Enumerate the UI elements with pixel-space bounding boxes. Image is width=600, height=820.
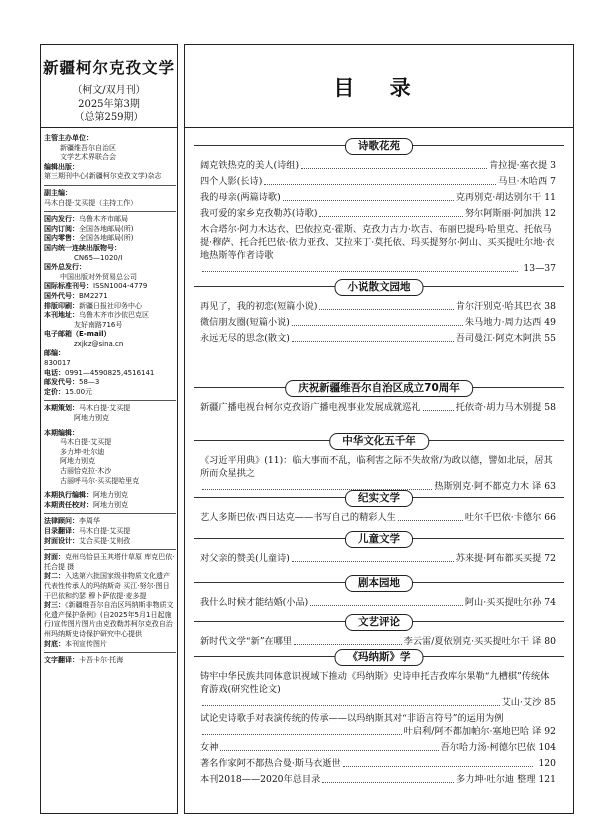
entry-line: [200, 316, 556, 329]
toc-entry[interactable]: [200, 454, 556, 493]
colophon-mailno: 邮发代号：58—3: [44, 378, 100, 387]
entry-title: 永远无尽的思念(散文): [200, 333, 290, 344]
section-label: 文艺评论: [345, 614, 413, 631]
colophon-deputy-label: 副主编：: [44, 188, 72, 197]
entry-page: 120: [538, 758, 556, 769]
dot-leader: [220, 750, 438, 751]
section-label: 《玛纳斯》学: [335, 649, 424, 666]
divider: [44, 513, 176, 514]
entry-page: 3: [550, 160, 556, 171]
dot-leader: [343, 766, 534, 767]
dot-leader: [398, 520, 463, 521]
colophon-design: 封面设计：艾合买提·艾则孜: [44, 536, 131, 545]
dot-leader: [202, 734, 402, 735]
colophon-abroad-label: 国外总发行：: [44, 263, 86, 272]
entry-page: 63: [544, 481, 556, 492]
entry-title: 《习近平用典》(11)：临大事而不乱，临利害之际不失故常/为政以德，譬如北辰，居其所而众星拱之: [200, 455, 553, 479]
entry-page: 92: [544, 726, 556, 737]
divider: [44, 549, 176, 550]
entry-note: 译: [532, 636, 542, 647]
toc-entry[interactable]: [200, 670, 556, 709]
entry-line: [200, 552, 556, 565]
entry-title: 微信朋友圈(短篇小说): [200, 317, 290, 328]
entry-page: 12: [544, 208, 556, 219]
entry-title: 我可爱的家乡克孜勒苏(诗歌): [200, 208, 318, 219]
section-header: [184, 489, 574, 507]
entry-author: 马旦·木哈西: [498, 176, 548, 187]
entry-line: [200, 159, 556, 172]
entry-title: 再见了，我的初恋(短篇小说): [200, 301, 318, 312]
toc-entry[interactable]: [200, 511, 556, 524]
entry-line: [200, 262, 556, 275]
colophon-staff-3: 阿地力别克: [60, 457, 95, 466]
dot-leader: [301, 168, 487, 169]
issue-number: 2025年第3期: [78, 98, 140, 110]
colophon-abroad: 中国出版对外贸易总公司: [60, 272, 137, 281]
section-label: 中华文化五千年: [329, 433, 429, 450]
entry-page: 74: [544, 597, 556, 608]
entry-title: 本刊2018——2020年总目录: [200, 774, 321, 785]
colophon-email: 电子邮箱（E-mail）: [44, 330, 111, 339]
divider: [44, 400, 176, 401]
entry-page: 72: [544, 553, 556, 564]
dot-leader: [423, 410, 454, 411]
entry-page: 80: [544, 636, 556, 647]
section-header: [184, 278, 574, 296]
dot-leader: [319, 216, 462, 217]
entry-title: 试论史诗歌手对表演传统的传承——以玛纳斯其对“非语言符号”的运用为例: [200, 713, 504, 724]
entry-page: 7: [550, 176, 556, 187]
entry-page: 121: [538, 774, 556, 785]
dot-leader: [202, 705, 500, 706]
entry-page: 85: [544, 697, 556, 708]
dot-leader: [310, 605, 463, 606]
toc-entry[interactable]: [200, 316, 556, 329]
divider: [44, 652, 176, 653]
section-header: [184, 613, 574, 631]
colophon-dist: 国内发行：乌鲁木齐市邮局: [44, 215, 128, 224]
colophon-plan-2: 阿地力别克: [74, 414, 109, 423]
entry-page: 104: [538, 742, 556, 753]
entry-line: [200, 207, 556, 220]
entry-title: 阔克铁热克的美人(诗组): [200, 160, 300, 171]
entry-page: 66: [544, 512, 556, 523]
colophon-sponsor-1: 新疆维吾尔自治区: [60, 143, 116, 152]
entry-title: 我什么时候才能结婚(小品): [200, 597, 309, 608]
section-header: [184, 432, 574, 450]
entry-author: 托依奇·胡力马木别提: [455, 402, 542, 413]
colophon-print: 排版印刷：新疆日报社印务中心: [44, 301, 142, 310]
dot-leader: [292, 325, 463, 326]
entry-title: 铸牢中华民族共同体意识视域下推动《玛纳斯》史诗申托吉孜库尔果勒“九槽棋”传统体育游戏(研究性论文): [200, 671, 550, 695]
entry-title: 女神: [200, 742, 219, 753]
entry-line: [200, 725, 556, 738]
colophon: [44, 134, 176, 666]
divider: [44, 211, 176, 212]
entry-title: 著名作家阿不都热合曼·斯马衣逝世: [200, 758, 341, 769]
entry-author: 吾尔哈力汤·柯德尔巴依: [440, 742, 536, 753]
entry-page: 55: [544, 333, 556, 344]
toc-entry[interactable]: [200, 757, 556, 770]
dot-leader: [283, 200, 454, 201]
colophon-email-value: zxjkz@sina.cn: [74, 339, 124, 348]
colophon-code: 国外代号：BM2271: [44, 291, 108, 300]
entry-line: [200, 757, 556, 770]
section-label: 纪实文学: [345, 490, 413, 507]
colophon-price: 定价：15.00元: [44, 387, 93, 396]
colophon-post: 邮编：: [44, 349, 65, 358]
magazine-title: 新疆柯尔克孜文学: [42, 58, 175, 77]
toc-entry[interactable]: [200, 741, 556, 754]
colophon-staff-label: 本期编辑：: [44, 428, 79, 437]
entry-line: [200, 635, 556, 648]
section-label: 小说散文园地: [335, 279, 424, 296]
dot-leader: [264, 184, 496, 185]
colophon-sponsor-2: 文学艺术界联合会: [60, 153, 116, 162]
colophon-sub: 国内订阅：全国各地邮局(所): [44, 224, 134, 233]
section-header: [184, 137, 574, 155]
entry-author: 阿山·买买提吐尔孙: [464, 597, 542, 608]
colophon-exec: 本期执行编辑：阿地力别克: [44, 491, 128, 500]
colophon-back: 封底：本刊宣传图片: [44, 639, 107, 648]
colophon-cover3: 封三：《新疆维吾尔自治区玛纳斯非物质文化遗产保护条例》(自2025年5月1日起施行)宣传图片图片由克孜勒苏柯尔克孜自治州玛纳斯史诗保护研究中心提供: [44, 601, 174, 638]
entry-line: [200, 300, 556, 313]
total-issue: （总第259期）: [74, 112, 144, 123]
section-header: [184, 574, 574, 592]
entry-line: [200, 596, 556, 609]
colophon-proof: 本期责任校对：阿地力别克: [44, 500, 128, 509]
dot-leader: [294, 644, 402, 645]
entry-note: 整理: [517, 774, 536, 785]
toc-entry[interactable]: [200, 175, 556, 188]
colophon-staff-2: 多力坤·吐尔迪: [60, 447, 105, 456]
toc-entry[interactable]: [200, 773, 556, 786]
entry-line: [200, 332, 556, 345]
toc-entry[interactable]: [200, 712, 556, 738]
divider: [44, 185, 176, 186]
entry-line: [200, 175, 556, 188]
toc-entry[interactable]: [200, 207, 556, 220]
entry-author: 多力坤·吐尔迪: [456, 774, 515, 785]
masthead: [40, 44, 178, 128]
colophon-retail: 国内零售：全国各地邮局(所): [44, 234, 134, 243]
entry-author: 热斯别克·阿不都克力木: [434, 481, 530, 492]
section-label: 剧本园地: [345, 575, 413, 592]
toc-entry[interactable]: [200, 596, 556, 609]
entry-title: 艺人多斯巴依·西日达克——书写自己的精彩人生: [200, 512, 396, 523]
entry-page: 49: [544, 317, 556, 328]
toc-title: 目 录: [333, 76, 425, 100]
colophon-phone: 电话：0991—4590825,4516141: [44, 368, 155, 377]
section-label: 儿童文学: [345, 531, 413, 548]
entry-line: [200, 401, 556, 414]
colophon-editor: 第三期刊中心(新疆柯尔克孜文学)杂志: [44, 172, 162, 181]
section-label: 诗歌花苑: [345, 138, 413, 155]
entry-author: 吐尔千巴依·卡德尔: [464, 512, 542, 523]
colophon-trans: 目录翻译：马木白提·艾买提: [44, 526, 131, 535]
colophon-staff-4: 古丽恰克拉·木沙: [60, 467, 112, 475]
entry-note: 译: [532, 726, 542, 737]
entry-page: 58: [544, 402, 556, 413]
dot-leader: [319, 309, 453, 310]
entry-note: 译: [532, 481, 542, 492]
entry-author: 叶启利/阿不都加帕尔·塞地巴哈: [403, 726, 530, 737]
colophon-deputy: 马木白提·艾买提（主持工作）: [44, 198, 138, 207]
entry-author: 肯拉提·塞衣提: [489, 160, 548, 171]
entry-line: [200, 741, 556, 754]
entry-title: 木合塔尔·阿力木达衣、巴依拉克·霍斯、克孜力古力·坎吉、布丽巴提玛·哈里克、托依马提·穆萨、托合托巴依·依力亚孜、艾拉来丁·莫托依、玛买提努尔·阿山、买买提吐尔地·衣地热斯等作者诗歌: [200, 224, 555, 261]
entry-line: [200, 696, 556, 709]
colophon-addr: 本刊地址：乌鲁木齐市沙依巴克区: [44, 311, 149, 320]
dot-leader: [292, 341, 454, 342]
colophon-staff-1: 马木白提·艾买提: [60, 438, 112, 447]
section-label: 庆祝新疆维吾尔自治区成立70周年: [285, 380, 473, 397]
colophon-sponsor: 主管主办单位：: [44, 134, 93, 142]
entry-page: 11: [544, 192, 556, 203]
toc-entry[interactable]: [200, 300, 556, 313]
toc-entry[interactable]: [200, 635, 556, 648]
colophon-cn-label: 国内统一连续出版物号：: [44, 243, 121, 252]
entry-title: 四个人影(长诗): [200, 176, 263, 187]
section-header: [184, 379, 574, 397]
entry-line: [200, 191, 556, 204]
toc-entry[interactable]: [200, 159, 556, 172]
toc-entry[interactable]: [200, 191, 556, 204]
entry-author: 克再别克·胡达别尔干: [455, 192, 542, 203]
entry-author: 肯尔汗别克·哈其巴衣: [455, 301, 542, 312]
entry-author: 努尔阿斯丽·阿加洪: [464, 208, 542, 219]
entry-author: 苏来提·阿布都买买提: [455, 553, 542, 564]
entry-author: 朱马地力·周力达西: [464, 317, 542, 328]
colophon-addr-2: 友好南路716号: [74, 320, 123, 329]
section-header: [184, 648, 574, 666]
colophon-issn: 国际标准刊号：ISSN1004-4779: [44, 282, 148, 291]
colophon-translator: 文字翻译：卡吾卡尔·托海: [44, 656, 124, 665]
section-header: [184, 530, 574, 548]
entry-title: 对父亲的赞美(儿童诗): [200, 553, 290, 564]
magazine-format: （柯文/双月刊）: [72, 85, 146, 96]
dot-leader: [322, 782, 454, 783]
entry-title: 新时代文学“新”在哪里: [200, 636, 293, 647]
colophon-cover: 封面：克州乌恰县玉其塔什草原 库克巴依·托合提 摄: [44, 553, 175, 571]
colophon-post-value: 830017: [44, 359, 71, 368]
colophon-legal: 法律顾问：李周华: [44, 517, 100, 526]
toc-entry[interactable]: [200, 332, 556, 345]
entry-line: [200, 511, 556, 524]
dot-leader: [292, 561, 454, 562]
entry-line: [200, 773, 556, 786]
entry-author: 吾司曼江·阿克木阿洪: [455, 333, 542, 344]
colophon-editor-label: 编辑出版：: [44, 162, 79, 171]
colophon-cover2: 封二：入选第六批国家级非物质文化遗产代表性传承人的玛纳斯奇 买江·努尔·图日干巴依和约瑟 穆卜萨依提·麦多提: [44, 572, 170, 600]
toc-entry[interactable]: [200, 223, 556, 275]
dot-leader: [202, 271, 518, 272]
colophon-plan: 本期策划：马木白提·艾买提: [44, 404, 131, 413]
toc-entry[interactable]: [200, 401, 556, 414]
toc-entry[interactable]: [200, 552, 556, 565]
entry-page: 13—37: [523, 263, 556, 274]
entry-page: 38: [544, 301, 556, 312]
colophon-cn: CN65—1020/I: [74, 253, 123, 262]
entry-author: 艾山·艾沙: [501, 697, 542, 708]
toc-header: [184, 44, 574, 128]
entry-title: 新疆广播电视台柯尔克孜语广播电视事业发展成就巡礼: [200, 402, 421, 413]
entry-author: 李云雷/夏依别克·买买提吐尔干: [403, 636, 530, 647]
colophon-staff-5: 古丽呼马尔·买买提哈里克: [60, 476, 140, 485]
entry-title: 我的母亲(两篇诗歌): [200, 192, 281, 203]
